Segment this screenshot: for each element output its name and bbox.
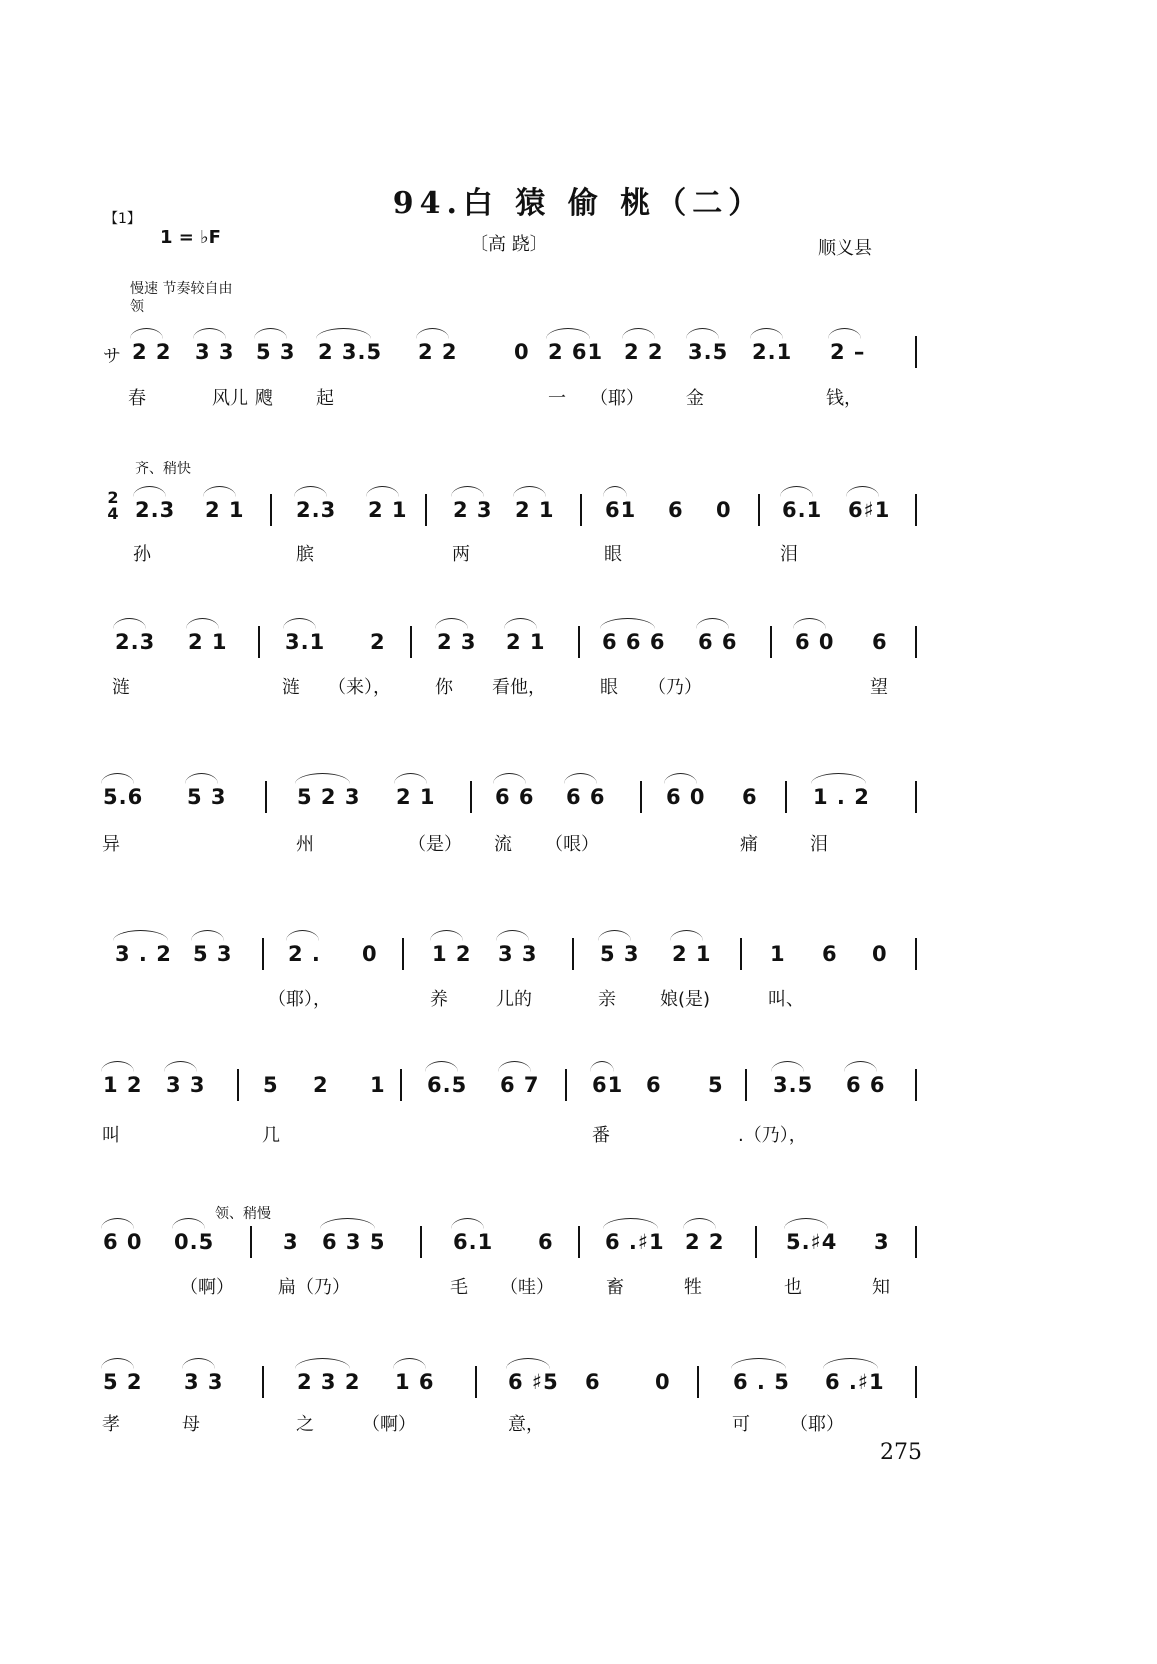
bar-line: [470, 781, 472, 813]
slur-mark: [506, 1358, 550, 1369]
note-group: 2 1: [396, 785, 436, 809]
lyric-syllable: 可: [732, 1414, 750, 1435]
note-group: 6.5: [427, 1073, 468, 1097]
bar-line: [410, 626, 412, 658]
slur-mark: [172, 1218, 205, 1229]
lyric-syllable: 娘(是): [660, 989, 711, 1010]
slur-mark: [394, 773, 427, 784]
slur-mark: [622, 328, 655, 339]
lyric-syllable: 金: [686, 388, 704, 409]
lyric-syllable: 钱，: [826, 388, 862, 409]
bar-line: [580, 494, 582, 526]
note-group: 3.1: [285, 630, 326, 654]
bar-line: [915, 1226, 917, 1258]
time-signature-bottom: 4: [107, 504, 119, 523]
bar-line: [578, 1226, 580, 1258]
slur-mark: [670, 930, 703, 941]
time-signature-top: 2: [107, 488, 119, 507]
slur-mark: [603, 486, 627, 497]
note-group: 2.3: [135, 498, 176, 522]
note-group: 6: [872, 630, 888, 654]
time-signature: [106, 490, 120, 522]
note-group: 2 .: [288, 942, 321, 966]
genre-label: 〔高 跷〕: [470, 234, 548, 255]
lyric-syllable: （啊）: [362, 1414, 416, 1435]
note-group: 6: [585, 1370, 601, 1394]
origin-label: 顺义县: [818, 238, 872, 259]
bar-line: [258, 626, 260, 658]
note-group: 2 2: [624, 340, 664, 364]
slur-mark: [780, 486, 813, 497]
bar-line: [640, 781, 642, 813]
bar-line: [697, 1366, 699, 1398]
lyric-syllable: 膑: [296, 544, 314, 565]
free-meter-sign: サ: [103, 346, 121, 367]
lyric-syllable: 儿的: [496, 989, 532, 1010]
lyric-syllable: 叫: [102, 1125, 120, 1146]
note-group: 6 . 5: [733, 1370, 790, 1394]
slur-mark: [435, 618, 468, 629]
note-group: 6 7: [500, 1073, 540, 1097]
lyric-syllable: 你: [435, 677, 453, 698]
bar-line: [915, 1069, 917, 1101]
bar-line: [915, 336, 917, 368]
slur-mark: [130, 328, 163, 339]
note-group: 0: [716, 498, 732, 522]
note-group: 5 2 3: [297, 785, 361, 809]
bar-line: [915, 494, 917, 526]
note-group: 3: [874, 1230, 890, 1254]
note-group: 1 2: [103, 1073, 143, 1097]
note-group: 1 . 2: [813, 785, 870, 809]
section-mark: 【1】: [104, 211, 141, 227]
tempo-marking-3: 领、稍慢: [215, 1206, 271, 1222]
bar-line: [578, 626, 580, 658]
lyric-syllable: 异: [102, 834, 120, 855]
slur-mark: [696, 618, 729, 629]
slur-mark: [493, 773, 526, 784]
lyric-syllable: 涟: [112, 677, 130, 698]
lyric-syllable: 风儿: [212, 388, 248, 409]
note-group: 6 0: [795, 630, 835, 654]
slur-mark: [164, 1061, 197, 1072]
slur-mark: [731, 1358, 786, 1369]
lyric-syllable: 流: [494, 834, 512, 855]
note-group: 6 0: [666, 785, 706, 809]
note-group: 3: [283, 1230, 299, 1254]
note-group: 3 . 2: [115, 942, 172, 966]
bar-line: [745, 1069, 747, 1101]
slur-mark: [295, 1358, 350, 1369]
note-group: 3 3: [498, 942, 538, 966]
slur-mark: [101, 773, 134, 784]
note-group: 2 2: [132, 340, 172, 364]
slur-mark: [811, 773, 866, 784]
note-group: 3.5: [688, 340, 729, 364]
lyric-syllable: 眼: [600, 677, 618, 698]
lyric-syllable: 起: [316, 388, 334, 409]
lyric-syllable: 母: [182, 1414, 200, 1435]
note-group: 6 6: [846, 1073, 886, 1097]
lyric-syllable: （耶）: [790, 1414, 844, 1435]
page-number: 275: [880, 1440, 922, 1465]
note-group: 6 .♯1: [825, 1370, 885, 1394]
lyric-syllable: 泪: [780, 544, 798, 565]
bar-line: [915, 626, 917, 658]
lyric-syllable: 番: [592, 1125, 610, 1146]
slur-mark: [101, 1061, 134, 1072]
note-group: 2 1: [368, 498, 408, 522]
slur-mark: [546, 328, 590, 339]
lyric-syllable: 孝: [102, 1414, 120, 1435]
lyric-syllable: （耶）: [590, 388, 644, 409]
slur-mark: [416, 328, 449, 339]
note-group: 6 3 5: [322, 1230, 386, 1254]
bar-line: [420, 1226, 422, 1258]
note-group: 6♯1: [848, 498, 891, 522]
slur-mark: [600, 618, 655, 629]
bar-line: [402, 938, 404, 970]
slur-mark: [186, 618, 219, 629]
note-group: 2 1: [672, 942, 712, 966]
lyric-syllable: 之: [296, 1414, 314, 1435]
note-group: 2 2: [418, 340, 458, 364]
page-title: 94.白 猿 偷 桃（二）: [392, 186, 765, 221]
note-group: 6: [538, 1230, 554, 1254]
note-group: 5 2: [103, 1370, 143, 1394]
note-group: 2 2: [685, 1230, 725, 1254]
slur-mark: [451, 1218, 484, 1229]
slur-mark: [113, 930, 168, 941]
lyric-syllable: 孙: [133, 544, 151, 565]
slur-mark: [664, 773, 697, 784]
note-group: 5 3: [193, 942, 233, 966]
slur-mark: [101, 1358, 134, 1369]
slur-mark: [603, 1218, 658, 1229]
note-group: 6.1: [782, 498, 823, 522]
note-group: 1: [370, 1073, 386, 1097]
lyric-syllable: （啊）: [180, 1277, 234, 1298]
lyric-syllable: 一: [548, 388, 566, 409]
lyric-syllable: 毛: [450, 1277, 468, 1298]
slur-mark: [133, 486, 166, 497]
note-group: 1: [770, 942, 786, 966]
slur-mark: [844, 1061, 877, 1072]
bar-line: [565, 1069, 567, 1101]
bar-line: [262, 938, 264, 970]
bar-line: [915, 1366, 917, 1398]
bar-line: [475, 1366, 477, 1398]
note-group: 0: [655, 1370, 671, 1394]
lyric-syllable: 也: [784, 1277, 802, 1298]
note-group: 3 3: [184, 1370, 224, 1394]
slur-mark: [683, 1218, 716, 1229]
note-group: 2.3: [115, 630, 156, 654]
bar-line: [915, 938, 917, 970]
bar-line: [250, 1226, 252, 1258]
lyric-syllable: 知: [872, 1277, 890, 1298]
note-group: 2.1: [752, 340, 793, 364]
tempo-marking-2: 齐、稍快: [135, 461, 191, 477]
note-group: 2 3.5: [318, 340, 383, 364]
bar-line: [915, 781, 917, 813]
lyric-syllable: 泪: [810, 834, 828, 855]
note-group: 3 3: [195, 340, 235, 364]
note-group: 5: [708, 1073, 724, 1097]
lyric-syllable: （来），: [328, 677, 391, 698]
note-group: 6.1: [453, 1230, 494, 1254]
bar-line: [262, 1366, 264, 1398]
note-group: 3 3: [166, 1073, 206, 1097]
key-signature: 1 = ♭F: [160, 227, 221, 248]
note-group: 61: [605, 498, 637, 522]
lyric-syllable: 飕: [255, 388, 273, 409]
slur-mark: [513, 486, 546, 497]
lyric-syllable: （乃）: [648, 677, 702, 698]
bar-line: [770, 626, 772, 658]
slur-mark: [203, 486, 236, 497]
lyric-syllable: （耶），: [268, 989, 331, 1010]
slur-mark: [750, 328, 783, 339]
slur-mark: [393, 1358, 426, 1369]
lyric-syllable: 叫、: [768, 989, 804, 1010]
note-group: 0.5: [174, 1230, 215, 1254]
lyric-syllable: 痛: [740, 834, 758, 855]
lyric-syllable: 州: [296, 834, 314, 855]
lyric-syllable: .（乃），: [738, 1125, 807, 1146]
lyric-syllable: 望: [870, 677, 888, 698]
slur-mark: [283, 618, 316, 629]
slur-mark: [366, 486, 399, 497]
slur-mark: [316, 328, 371, 339]
bar-line: [237, 1069, 239, 1101]
slur-mark: [191, 930, 224, 941]
note-group: 6 6 6: [602, 630, 666, 654]
slur-mark: [498, 1061, 531, 1072]
note-group: 61: [592, 1073, 624, 1097]
lyric-syllable: （哏）: [545, 834, 599, 855]
bar-line: [572, 938, 574, 970]
lyric-syllable: 春: [128, 388, 146, 409]
note-group: 5 3: [256, 340, 296, 364]
lyric-syllable: （哇）: [500, 1277, 554, 1298]
bar-line: [758, 494, 760, 526]
slur-mark: [294, 486, 327, 497]
note-group: 2.3: [296, 498, 337, 522]
slur-mark: [598, 930, 631, 941]
slur-mark: [101, 1218, 134, 1229]
tempo-marking-1: 慢速 节奏较自由: [130, 281, 233, 297]
slur-mark: [590, 1061, 614, 1072]
note-group: 2 1: [188, 630, 228, 654]
lyric-syllable: 养: [430, 989, 448, 1010]
slur-mark: [846, 486, 879, 497]
lyric-syllable: 眼: [604, 544, 622, 565]
bar-line: [265, 781, 267, 813]
note-group: 6 ♯5: [508, 1370, 559, 1394]
note-group: 0: [872, 942, 888, 966]
bar-line: [425, 494, 427, 526]
lyric-syllable: 看他，: [492, 677, 546, 698]
lyric-syllable: 意，: [508, 1414, 544, 1435]
note-group: 2 3: [437, 630, 477, 654]
note-group: 2 1: [506, 630, 546, 654]
note-group: 6: [822, 942, 838, 966]
bar-line: [400, 1069, 402, 1101]
note-group: 1 2: [432, 942, 472, 966]
note-group: 2: [370, 630, 386, 654]
note-group: 0: [514, 340, 530, 364]
lyric-syllable: 牲: [684, 1277, 702, 1298]
slur-mark: [793, 618, 826, 629]
note-group: 6: [668, 498, 684, 522]
note-group: 1 6: [395, 1370, 435, 1394]
note-group: 2 1: [205, 498, 245, 522]
slur-mark: [286, 930, 319, 941]
lyric-syllable: 两: [452, 544, 470, 565]
note-group: 6: [742, 785, 758, 809]
slur-mark: [320, 1218, 375, 1229]
lyric-syllable: 扁（乃）: [278, 1277, 350, 1298]
note-group: 6 0: [103, 1230, 143, 1254]
note-group: 2 3: [453, 498, 493, 522]
note-group: 6 6: [698, 630, 738, 654]
lyric-syllable: 畜: [606, 1277, 624, 1298]
slur-mark: [504, 618, 537, 629]
note-group: 2 3 2: [297, 1370, 361, 1394]
slur-mark: [828, 328, 861, 339]
slur-mark: [295, 773, 350, 784]
slur-mark: [430, 930, 463, 941]
lyric-syllable: 涟: [282, 677, 300, 698]
bar-line: [270, 494, 272, 526]
slur-mark: [451, 486, 484, 497]
lyric-syllable: 亲: [598, 989, 616, 1010]
role-marking: 领: [130, 299, 144, 315]
note-group: 2: [313, 1073, 329, 1097]
slur-mark: [686, 328, 719, 339]
note-group: 5 3: [187, 785, 227, 809]
slur-mark: [784, 1218, 828, 1229]
note-group: 5.♯4: [786, 1230, 838, 1254]
slur-mark: [254, 328, 287, 339]
lyric-syllable: 几: [262, 1125, 280, 1146]
note-group: 5.6: [103, 785, 144, 809]
note-group: 6 6: [495, 785, 535, 809]
slur-mark: [771, 1061, 804, 1072]
note-group: 2 1: [515, 498, 555, 522]
note-group: 0: [362, 942, 378, 966]
note-group: 6 .♯1: [605, 1230, 665, 1254]
bar-line: [755, 1226, 757, 1258]
slur-mark: [496, 930, 529, 941]
slur-mark: [823, 1358, 878, 1369]
bar-line: [740, 938, 742, 970]
bar-line: [785, 781, 787, 813]
slur-mark: [193, 328, 226, 339]
note-group: 5: [263, 1073, 279, 1097]
note-group: 6 6: [566, 785, 606, 809]
note-group: 2 –: [830, 340, 866, 364]
note-group: 6: [646, 1073, 662, 1097]
note-group: 2 61: [548, 340, 604, 364]
slur-mark: [182, 1358, 215, 1369]
lyric-syllable: （是）: [408, 834, 462, 855]
note-group: 5 3: [600, 942, 640, 966]
slur-mark: [425, 1061, 458, 1072]
slur-mark: [185, 773, 218, 784]
slur-mark: [564, 773, 597, 784]
note-group: 3.5: [773, 1073, 814, 1097]
slur-mark: [113, 618, 146, 629]
